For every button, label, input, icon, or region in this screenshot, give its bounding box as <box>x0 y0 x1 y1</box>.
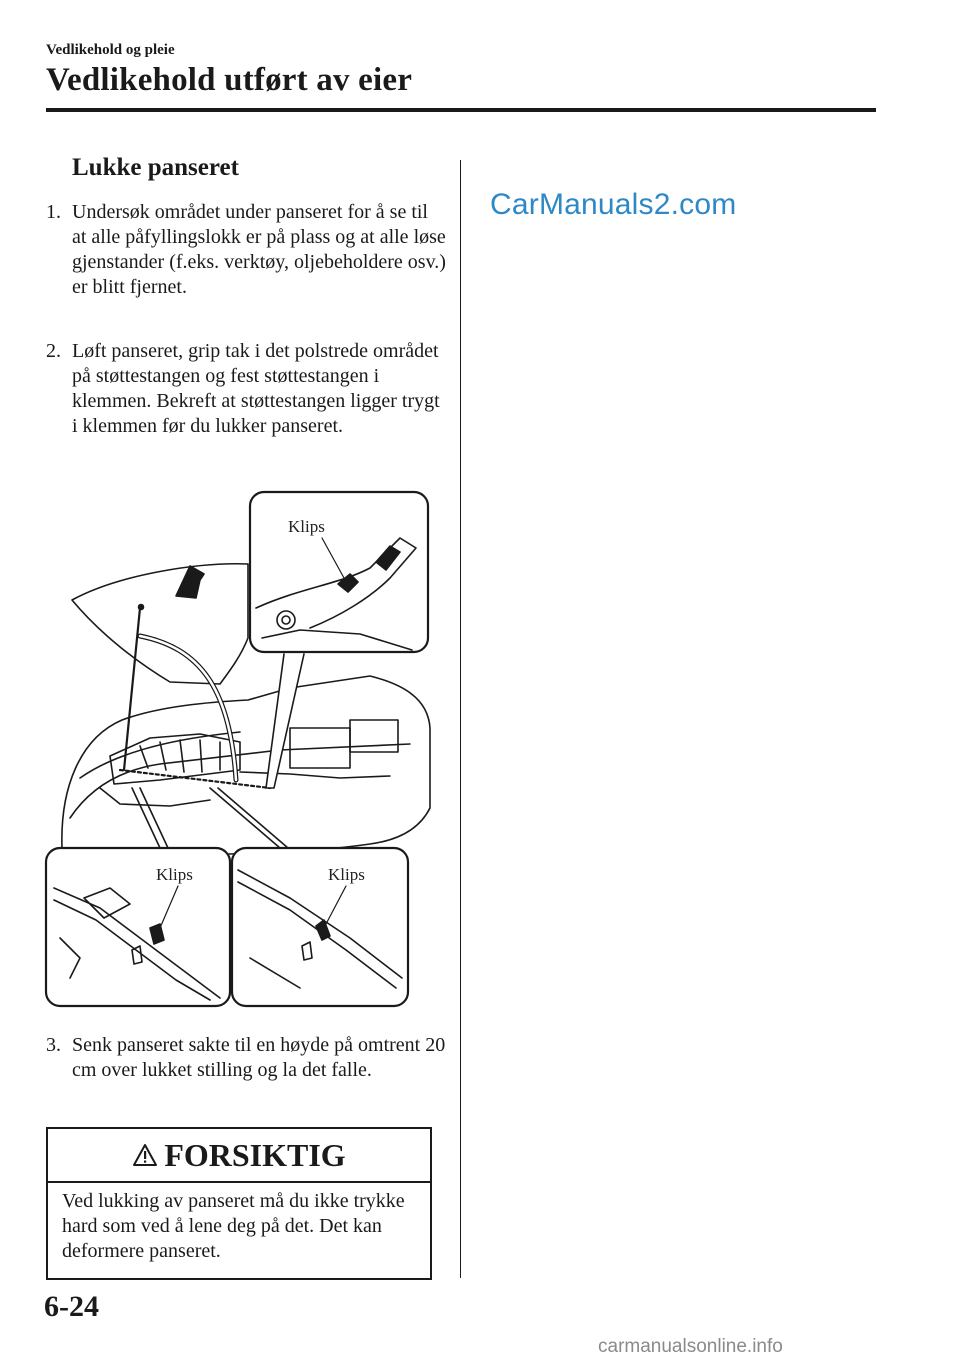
caution-text: Ved lukking av panseret må du ikke trykke hard som ved å lene deg på det. Det kan deformere panseret. <box>62 1190 405 1262</box>
caution-box <box>46 1127 432 1280</box>
detail-inset-bottom-left <box>46 848 230 1006</box>
page-number: 6-24 <box>44 1290 99 1323</box>
step-2 <box>46 339 446 439</box>
page-title: Vedlikehold utført av eier <box>46 62 413 98</box>
footer-watermark: carmanualsonline.info <box>598 1336 783 1357</box>
watermark-logo: CarManuals2.com <box>490 188 737 221</box>
caution-header <box>48 1129 430 1183</box>
step-text: Løft panseret, grip tak i det polstrede området på støttestangen og fest støttestangen i klemmen. Bekreft at støttestangen ligger trygt i klemmen før du lukker panseret. <box>72 340 440 437</box>
title-rule <box>46 108 876 112</box>
column-divider <box>460 160 461 1278</box>
clip-label-bottom-right: Klips <box>328 865 365 884</box>
step-number: 2. <box>46 340 61 362</box>
step-3 <box>46 1033 446 1083</box>
clip-label-top: Klips <box>288 517 325 536</box>
step-text: Undersøk området under panseret for å se til at alle påfyllingslokk er på plass og at alle løse gjenstander (f.eks. verktøy, oljebeholdere osv.) er blitt fjernet. <box>72 201 446 298</box>
detail-inset-top <box>250 492 428 652</box>
caution-title: FORSIKTIG <box>164 1136 346 1173</box>
hood-outline <box>72 564 248 684</box>
warning-triangle-icon <box>132 1143 158 1167</box>
step-1 <box>46 200 446 300</box>
running-head: Vedlikehold og pleie <box>46 42 175 58</box>
step-text: Senk panseret sakte til en høyde på omtrent 20 cm over lukket stilling og la det falle. <box>72 1034 446 1081</box>
step-number: 3. <box>46 1034 61 1056</box>
section-heading: Lukke panseret <box>72 154 239 181</box>
hood-illustration <box>40 488 440 1013</box>
car-body <box>62 676 430 854</box>
clip-label-bottom-left: Klips <box>156 865 193 884</box>
step-number: 1. <box>46 201 61 223</box>
